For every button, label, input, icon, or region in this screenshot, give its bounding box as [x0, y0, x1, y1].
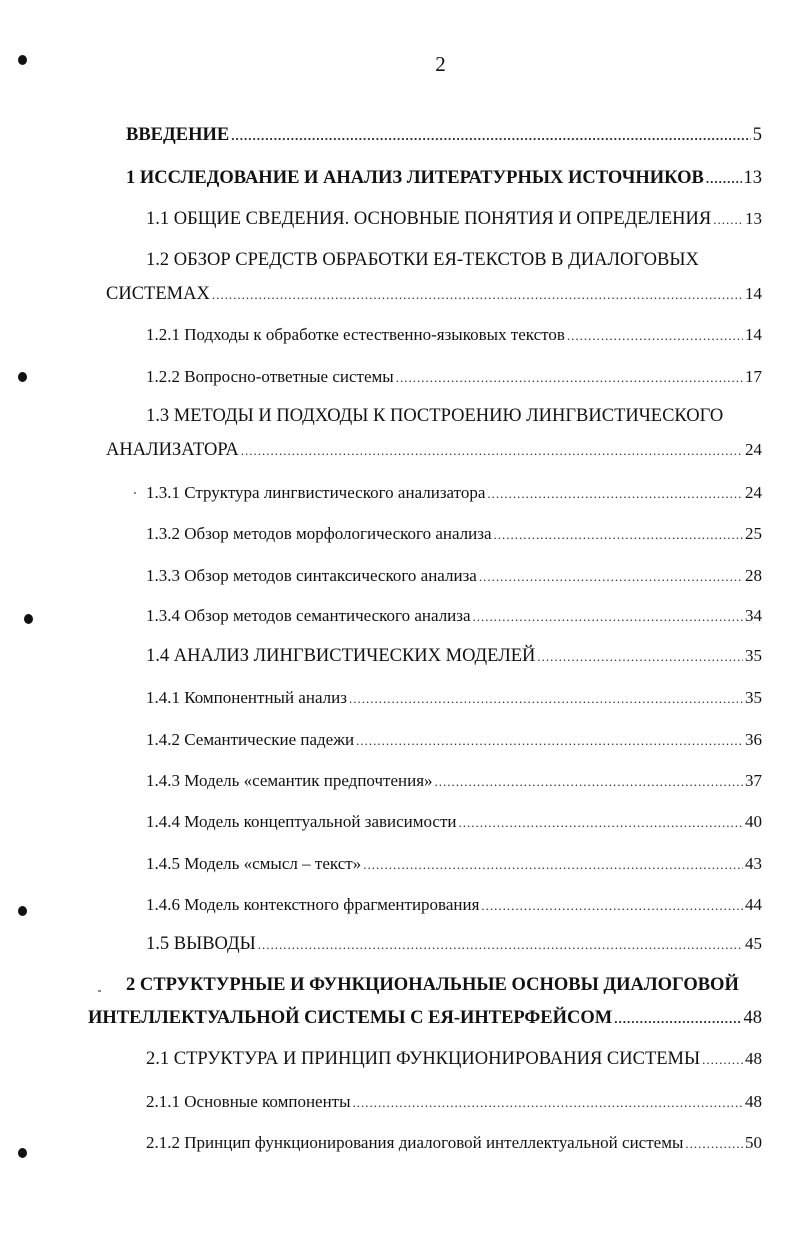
toc-leader-dots — [713, 210, 743, 230]
toc-page-number: 5 — [752, 125, 762, 145]
toc-title: 1.2.2 Вопросно-ответные системы — [146, 367, 394, 386]
toc-leader-dots — [356, 731, 743, 751]
toc-page-number: 24 — [745, 440, 762, 459]
toc-leader-dots — [706, 169, 742, 189]
toc-title: 1.4 АНАЛИЗ ЛИНГВИСТИЧЕСКИХ МОДЕЛЕЙ — [146, 646, 536, 666]
punch-hole-2 — [18, 372, 27, 382]
toc-title: 1 ИССЛЕДОВАНИЕ И АНАЛИЗ ЛИТЕРАТУРНЫХ ИСТОЧНИКОВ — [126, 168, 704, 188]
toc-title: 1.4.2 Семантические падежи — [146, 730, 355, 749]
toc-title: СИСТЕМАХ — [106, 284, 210, 304]
toc-title: 1.4.3 Модель «семантик предпочтения» — [146, 771, 433, 790]
toc-page-number: 36 — [745, 730, 762, 749]
toc-page-number: 35 — [745, 688, 762, 707]
toc-entry-2-1-2[interactable] — [146, 1133, 762, 1154]
toc-entry-1-4-2[interactable] — [146, 730, 762, 751]
toc-leader-dots — [363, 855, 743, 875]
toc-entry-1-3[interactable] — [106, 440, 762, 461]
toc-leader-dots — [241, 441, 743, 461]
toc-entry-1-5[interactable] — [146, 934, 762, 955]
toc-page-number: 37 — [745, 771, 762, 790]
toc-page-number: 48 — [743, 1008, 762, 1028]
toc-entry-1-4[interactable] — [146, 646, 762, 667]
toc-page-number: 14 — [745, 325, 762, 344]
toc-entry-1-4-4[interactable] — [146, 812, 762, 833]
toc-entry-2-1[interactable] — [146, 1049, 762, 1070]
toc-title: 2.1.2 Принцип функционирования диалоговой интеллектуальной системы — [146, 1133, 684, 1152]
toc-entry-1-3-2[interactable] — [146, 524, 762, 545]
toc-title: 2.1.1 Основные компоненты — [146, 1092, 351, 1111]
toc-page-number: 40 — [745, 812, 762, 831]
toc-title: 1.2.1 Подходы к обработке естественно-языковых текстов — [146, 325, 565, 344]
toc-leader-dots — [702, 1050, 743, 1070]
toc-title: ИНТЕЛЛЕКТУАЛЬНОЙ СИСТЕМЫ С ЕЯ-ИНТЕРФЕЙСОМ — [88, 1008, 613, 1028]
toc-page-number: 50 — [745, 1133, 762, 1152]
toc-leader-dots — [231, 126, 751, 146]
toc-title: 1.5 ВЫВОДЫ — [146, 934, 256, 954]
toc-title: 2.1 СТРУКТУРА И ПРИНЦИП ФУНКЦИОНИРОВАНИЯ СИСТЕМЫ — [146, 1049, 701, 1069]
toc-page-number: 35 — [745, 646, 762, 665]
toc-title: 1.4.5 Модель «смысл – текст» — [146, 854, 362, 873]
scan-speck — [134, 492, 136, 494]
toc-entry-1-2-line1[interactable]: 1.2 ОБЗОР СРЕДСТВ ОБРАБОТКИ ЕЯ-ТЕКСТОВ В ДИАЛОГОВЫХ — [146, 250, 699, 270]
page-number: 2 — [435, 52, 446, 76]
toc-title: 1.4.4 Модель концептуальной зависимости — [146, 812, 457, 831]
toc-leader-dots — [494, 525, 743, 545]
toc-entry-1-1[interactable] — [146, 209, 762, 230]
toc-title: 1.1 ОБЩИЕ СВЕДЕНИЯ. ОСНОВНЫЕ ПОНЯТИЯ И ОПРЕДЕЛЕНИЯ — [146, 209, 712, 229]
toc-entry-chapter-2-line1[interactable]: 2 СТРУКТУРНЫЕ И ФУНКЦИОНАЛЬНЫЕ ОСНОВЫ ДИАЛОГОВОЙ — [126, 975, 739, 995]
toc-entry-1-3-line1[interactable]: 1.3 МЕТОДЫ И ПОДХОДЫ К ПОСТРОЕНИЮ ЛИНГВИСТИЧЕСКОГО — [146, 406, 724, 426]
toc-page-number: 17 — [745, 367, 762, 386]
toc-page-number: 45 — [745, 934, 762, 953]
toc-page-number: 48 — [745, 1049, 762, 1068]
toc-title: 1.3.2 Обзор методов морфологического анализа — [146, 524, 492, 543]
toc-leader-dots — [212, 285, 743, 305]
punch-hole-3 — [24, 614, 33, 624]
toc-entry-1-3-3[interactable] — [146, 566, 762, 587]
toc-title: ВВЕДЕНИЕ — [126, 125, 230, 145]
scan-speck — [98, 990, 101, 992]
toc-entry-1-3-4[interactable] — [146, 606, 762, 627]
toc-page-number: 44 — [745, 895, 762, 914]
toc-page-number: 48 — [745, 1092, 762, 1111]
toc-title: 1.4.1 Компонентный анализ — [146, 688, 347, 707]
toc-entry-1-2[interactable] — [106, 284, 762, 305]
toc-entry-chapter-2[interactable] — [88, 1008, 762, 1029]
toc-leader-dots — [537, 647, 743, 667]
punch-hole-4 — [18, 906, 27, 916]
toc-entry-1-3-1[interactable] — [146, 483, 762, 504]
toc-title: 1.3.4 Обзор методов семантического анализа — [146, 606, 471, 625]
toc-entry-1-2-2[interactable] — [146, 367, 762, 388]
toc-entry-1-4-6[interactable] — [146, 895, 762, 916]
toc-entry-2-1-1[interactable] — [146, 1092, 762, 1113]
toc-page-number: 34 — [745, 606, 762, 625]
toc-leader-dots — [473, 607, 743, 627]
toc-page-number: 28 — [745, 566, 762, 585]
toc-page-number: 25 — [745, 524, 762, 543]
toc-title: 1.3.3 Обзор методов синтаксического анализа — [146, 566, 477, 585]
toc-leader-dots — [349, 689, 743, 709]
toc-page-number: 14 — [745, 284, 762, 303]
toc-leader-dots — [614, 1009, 741, 1029]
toc-leader-dots — [353, 1093, 743, 1113]
toc-page-number: 24 — [745, 483, 762, 502]
toc-leader-dots — [396, 368, 743, 388]
toc-entry-1-4-5[interactable] — [146, 854, 762, 875]
toc-leader-dots — [258, 935, 743, 955]
toc-entry-1-2-1[interactable] — [146, 325, 762, 346]
toc-page-number: 13 — [745, 209, 762, 228]
toc-leader-dots — [435, 772, 743, 792]
toc-page-number: 43 — [745, 854, 762, 873]
toc-page-number: 13 — [743, 168, 762, 188]
toc-leader-dots — [487, 484, 743, 504]
toc-leader-dots — [459, 813, 743, 833]
toc-entry-1-4-3[interactable] — [146, 771, 762, 792]
toc-entry-intro[interactable] — [126, 125, 762, 146]
toc-leader-dots — [481, 896, 743, 916]
punch-hole-5 — [18, 1148, 27, 1158]
toc-entry-1-4-1[interactable] — [146, 688, 762, 709]
toc-title: 1.4.6 Модель контекстного фрагментирования — [146, 895, 480, 914]
toc-leader-dots — [567, 326, 743, 346]
toc-leader-dots — [685, 1134, 743, 1154]
punch-hole-1 — [18, 55, 27, 65]
toc-leader-dots — [479, 567, 743, 587]
toc-entry-chapter-1[interactable] — [126, 168, 762, 189]
toc-title: АНАЛИЗАТОРА — [106, 440, 239, 460]
toc-title: 1.3.1 Структура лингвистического анализатора — [146, 483, 486, 502]
